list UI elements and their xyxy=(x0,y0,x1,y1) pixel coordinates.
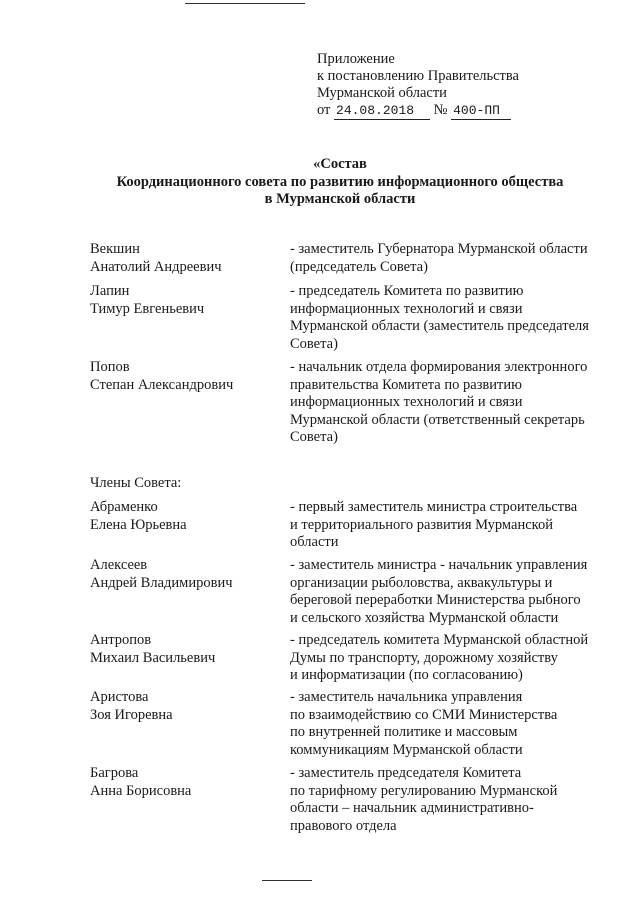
member-name xyxy=(90,241,280,276)
member-given-name: Андрей Владимирович xyxy=(90,574,233,591)
role-line: по тарифному регулированию Мурманской xyxy=(290,782,558,799)
member-role xyxy=(290,557,620,627)
member-given-name: Анатолий Андреевич xyxy=(90,258,222,275)
member-role xyxy=(290,499,620,552)
role-line: - заместитель начальника управления xyxy=(290,689,523,705)
role-line: Совета) xyxy=(290,335,338,352)
role-line: и сельского хозяйства Мурманской области xyxy=(290,609,559,626)
members-label: Члены Совета: xyxy=(90,475,182,491)
member-role xyxy=(290,241,620,276)
member-surname: Алексеев xyxy=(90,557,148,573)
scan-artifact-bottom xyxy=(262,880,312,881)
scan-artifact-top xyxy=(185,3,305,4)
appendix-line: Мурманской области xyxy=(317,85,447,101)
member-name xyxy=(90,632,280,667)
title-line: в Мурманской области xyxy=(264,191,416,207)
member-surname: Попов xyxy=(90,359,130,375)
member-given-name: Анна Борисовна xyxy=(90,782,192,799)
member-role xyxy=(290,359,620,447)
title-line: Координационного совета по развитию информационного общества xyxy=(116,173,564,190)
member-name xyxy=(90,283,280,318)
role-line: области – начальник административно- xyxy=(290,800,534,816)
member-name xyxy=(90,765,280,800)
member-name xyxy=(90,557,280,592)
member-given-name: Михаил Васильевич xyxy=(90,649,216,666)
date-prefix: от xyxy=(317,102,331,118)
member-name xyxy=(90,359,280,394)
member-name xyxy=(90,499,280,534)
decree-number: 400-ПП xyxy=(451,102,511,120)
role-line: береговой переработки Министерства рыбного xyxy=(290,592,581,608)
role-line: (председатель Совета) xyxy=(290,258,428,275)
appendix-line: к постановлению Правительства xyxy=(317,68,519,84)
document-title xyxy=(60,156,620,209)
role-line: Совета) xyxy=(290,429,338,445)
member-role xyxy=(290,632,620,685)
member-role xyxy=(290,689,620,759)
role-line: организации рыболовства, аквакультуры и xyxy=(290,574,553,591)
role-line: - заместитель Губернатора Мурманской области xyxy=(290,241,588,257)
number-sign: № xyxy=(433,102,448,118)
role-line: - заместитель министра - начальник управления xyxy=(290,557,588,573)
member-name xyxy=(90,689,280,724)
member-surname: Лапин xyxy=(90,283,130,299)
role-line: области xyxy=(290,534,339,550)
role-line: по взаимодействию со СМИ Министерства xyxy=(290,706,558,723)
member-surname: Абраменко xyxy=(90,499,158,515)
member-given-name: Тимур Евгеньевич xyxy=(90,300,205,317)
member-surname: Аристова xyxy=(90,689,149,705)
member-role xyxy=(290,765,620,835)
role-line: Мурманской области (ответственный секретарь xyxy=(290,411,585,428)
role-line: и территориального развития Мурманской xyxy=(290,516,553,533)
appendix-line: Приложение xyxy=(317,51,395,67)
role-line: и информатизации (по согласованию) xyxy=(290,667,523,683)
role-line: информационных технологий и связи xyxy=(290,394,523,410)
role-line: - заместитель председателя Комитета xyxy=(290,765,522,781)
appendix-block xyxy=(317,51,519,120)
member-given-name: Степан Александрович xyxy=(90,376,234,393)
role-line: - председатель комитета Мурманской областной xyxy=(290,632,589,648)
role-line: информационных технологий и связи xyxy=(290,300,523,317)
appendix-date-line xyxy=(317,102,519,120)
role-line: - начальник отдела формирования электронного xyxy=(290,359,588,375)
member-surname: Векшин xyxy=(90,241,140,257)
member-given-name: Зоя Игоревна xyxy=(90,706,173,723)
member-given-name: Елена Юрьевна xyxy=(90,516,187,533)
role-line: коммуникациям Мурманской области xyxy=(290,741,523,758)
role-line: правительства Комитета по развитию xyxy=(290,376,522,393)
member-surname: Антропов xyxy=(90,632,152,648)
role-line: - председатель Комитета по развитию xyxy=(290,283,524,299)
member-surname: Багрова xyxy=(90,765,139,781)
role-line: правового отдела xyxy=(290,817,397,834)
member-role xyxy=(290,283,620,353)
decree-date: 24.08.2018 xyxy=(334,102,430,120)
role-line: Думы по транспорту, дорожному хозяйству xyxy=(290,649,558,666)
role-line: Мурманской области (заместитель председателя xyxy=(290,318,589,334)
title-line: «Состав xyxy=(313,156,367,172)
role-line: по внутренней политике и массовым xyxy=(290,724,518,740)
role-line: - первый заместитель министра строительства xyxy=(290,499,578,515)
